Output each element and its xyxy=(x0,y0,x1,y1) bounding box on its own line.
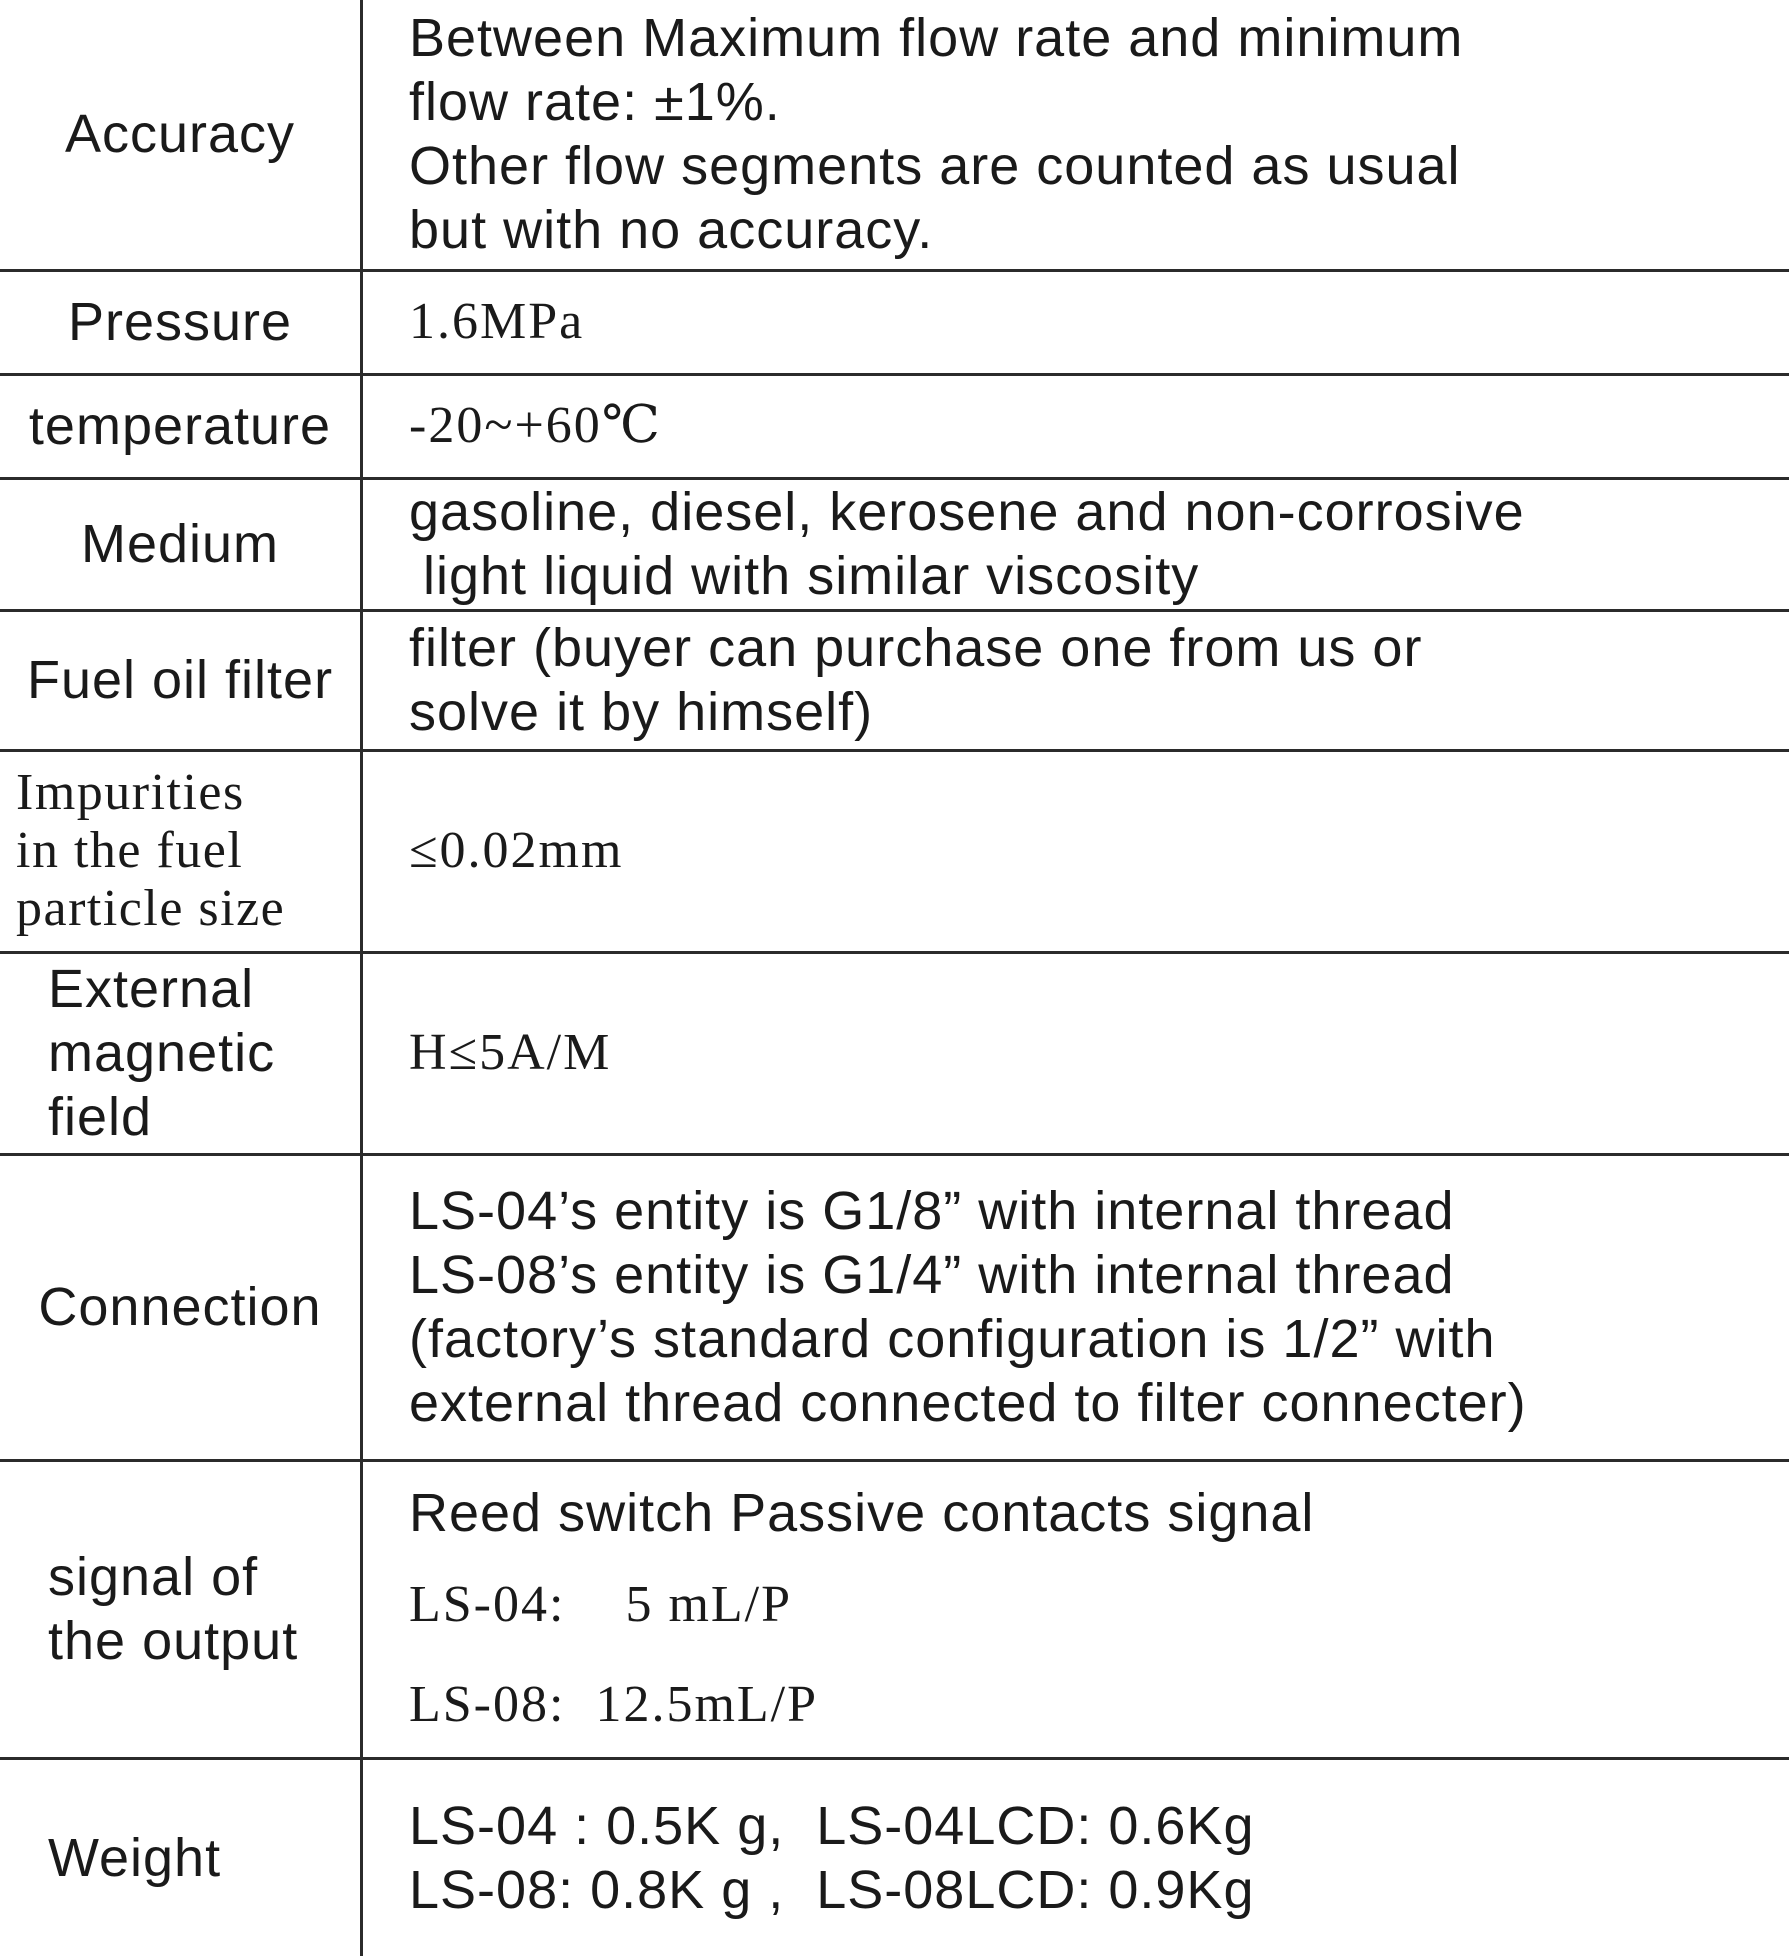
spec-label-medium: Medium xyxy=(0,478,362,610)
spec-row-fuel-oil-filter xyxy=(0,610,1789,750)
spec-label-weight: Weight xyxy=(0,1758,362,1956)
spec-label-external-magnetic-field: External magnetic field xyxy=(0,952,362,1154)
spec-value-accuracy: Between Maximum flow rate and minimum flow rate: ±1%. Other flow segments are counted as usual but with no accuracy. xyxy=(362,0,1789,270)
spec-value-signal-output: Reed switch Passive contacts signal LS-04: 5 mL/P LS-08: 12.5mL/P xyxy=(362,1460,1789,1758)
spec-row-weight xyxy=(0,1758,1789,1956)
spec-row-pressure xyxy=(0,270,1789,374)
spec-row-connection xyxy=(0,1154,1789,1460)
spec-value-connection: LS-04’s entity is G1/8” with internal thread LS-08’s entity is G1/4” with internal thread (factory’s standard configuration is 1/2” with external thread connected to filter connecter) xyxy=(362,1154,1789,1460)
spec-value-temperature: -20~+60℃ xyxy=(362,374,1789,478)
spec-value-external-magnetic-field: H≤5A/M xyxy=(362,952,1789,1154)
spec-value-fuel-oil-filter: filter (buyer can purchase one from us or solve it by himself) xyxy=(362,610,1789,750)
spec-label-accuracy: Accuracy xyxy=(0,0,362,270)
spec-value-weight: LS-04 : 0.5K g, LS-04LCD: 0.6Kg LS-08: 0.8K g , LS-08LCD: 0.9Kg xyxy=(362,1758,1789,1956)
spec-row-temperature xyxy=(0,374,1789,478)
spec-label-signal-output: signal of the output xyxy=(0,1460,362,1758)
spec-label-fuel-oil-filter: Fuel oil filter xyxy=(0,610,362,750)
spec-label-pressure: Pressure xyxy=(0,270,362,374)
spec-row-accuracy xyxy=(0,0,1789,270)
spec-row-impurities xyxy=(0,750,1789,952)
spec-value-medium: gasoline, diesel, kerosene and non-corrosive light liquid with similar viscosity xyxy=(362,478,1789,610)
spec-label-temperature: temperature xyxy=(0,374,362,478)
spec-row-medium xyxy=(0,478,1789,610)
spec-row-signal-output xyxy=(0,1460,1789,1758)
spec-row-external-magnetic-field xyxy=(0,952,1789,1154)
spec-label-impurities: Impurities in the fuel particle size xyxy=(0,750,362,952)
spec-value-pressure: 1.6MPa xyxy=(362,270,1789,374)
spec-label-connection: Connection xyxy=(0,1154,362,1460)
spec-value-impurities: ≤0.02mm xyxy=(362,750,1789,952)
